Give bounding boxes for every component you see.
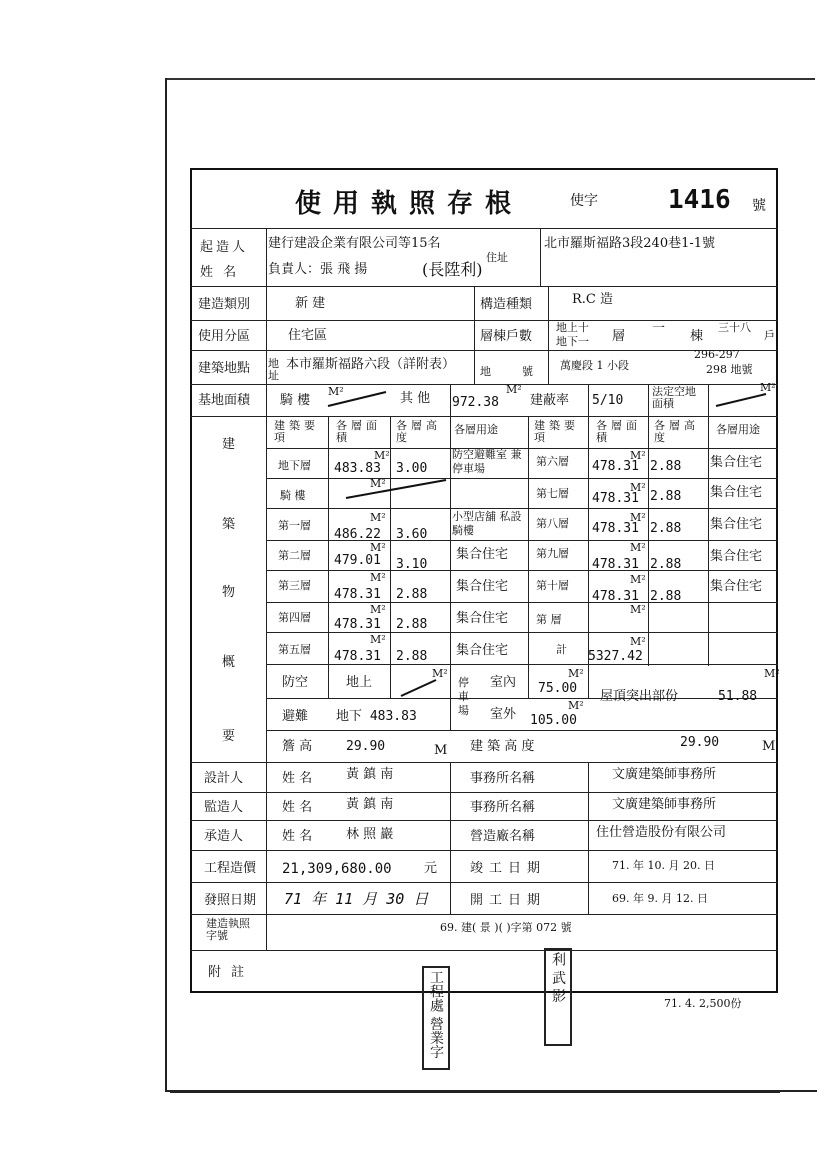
approval-stamp: 利 武 影 — [544, 948, 572, 1046]
refuge-label: 避難 — [282, 709, 309, 724]
floor-use: 集合住宅 — [456, 611, 509, 626]
builder-address: 北市羅斯福路3段240巷1-1號 — [544, 236, 716, 251]
floor-area: 478.31 — [334, 617, 381, 632]
builder-seal: (長陞利) — [422, 260, 483, 279]
floors-above: 地上十 — [556, 321, 589, 334]
unit-m2: M² — [764, 667, 780, 680]
col-height-header: 各層高度 — [396, 419, 441, 444]
floor-height: 2.88 — [396, 649, 428, 664]
floor-height: 2.88 — [396, 617, 428, 632]
arcade-label: 騎 樓 — [280, 393, 311, 408]
floor-use: 集合住宅 — [456, 579, 509, 594]
base-area-label: 基地面積 — [198, 393, 251, 408]
unit-m2: M² — [630, 449, 646, 462]
unit-m2: M² — [630, 511, 646, 524]
floor-height: 2.88 — [650, 459, 682, 474]
indoor-label: 室內 — [490, 675, 517, 690]
zone-label: 使用分區 — [198, 329, 251, 344]
cost-unit: 元 — [424, 861, 438, 876]
floor-use: 集合住宅 — [710, 549, 763, 564]
rule — [474, 350, 475, 384]
supervisor-name: 黃 鎮 南 — [346, 797, 394, 812]
overview-label-char: 建 — [222, 437, 236, 452]
structure-value: R.C 造 — [572, 292, 613, 307]
lot-label: 號 — [522, 365, 533, 378]
floor-area: 478.31 — [592, 557, 639, 572]
roof-value: 51.88 — [718, 689, 758, 704]
form-title: 使用執照存根 — [295, 189, 524, 219]
floors-label: 層棟戶數 — [480, 329, 533, 344]
lot-prefix: 地 — [480, 365, 491, 378]
rule — [190, 950, 778, 951]
floor-area: 486.22 — [334, 527, 381, 542]
finish-date: 71. 年 10. 月 20. 日 — [612, 859, 715, 872]
issue-date: 71 年 11 月 30 日 — [284, 890, 429, 908]
refuge-below: 地下 483.83 — [336, 709, 417, 724]
other-label: 其 他 — [400, 391, 431, 406]
floor-area: 478.31 — [592, 589, 639, 604]
floor-item: 計 — [556, 643, 567, 656]
floor-area: 479.01 — [334, 553, 381, 568]
build-type-value: 新 建 — [295, 296, 326, 311]
overview-label-char: 物 — [222, 585, 236, 600]
roof-label: 屋頂突出部份 — [600, 689, 679, 704]
floor-item: 地下層 — [278, 459, 311, 472]
unit-m2: M² — [370, 571, 386, 584]
legal-open-label: 法定空地面積 — [652, 385, 696, 410]
floor-height: 2.88 — [650, 489, 682, 504]
rule — [190, 762, 778, 763]
rule — [190, 820, 778, 821]
col-use-header: 各層用途 — [716, 423, 760, 436]
contractor-firm: 住仕營造股份有限公司 — [596, 825, 727, 840]
address-label: 住址 — [486, 251, 508, 264]
unit-m2: M² — [328, 385, 344, 398]
form-print-code: 71. 4. 2,500份 — [664, 997, 742, 1010]
floor-item: 第四層 — [278, 611, 311, 624]
unit-m2: M² — [370, 633, 386, 646]
designer-name-label: 姓 名 — [282, 771, 313, 786]
unit-m2: M² — [568, 667, 584, 680]
start-date-label: 開工日期 — [470, 893, 547, 908]
parking-label: 停車場 — [458, 676, 469, 717]
outdoor-value: 105.00 — [530, 713, 577, 728]
floor-height: 2.88 — [650, 521, 682, 536]
builder-name: 建行建設企業有限公司等15名 — [268, 236, 441, 251]
floor-area: 478.31 — [334, 649, 381, 664]
floor-area: 483.83 — [334, 461, 381, 476]
floor-item: 第五層 — [278, 643, 311, 656]
builder-label: 起造人 — [200, 240, 249, 255]
lot-numbers-1: 296-297 — [694, 348, 740, 361]
col-area-header: 各層面積 — [596, 419, 641, 444]
rule — [548, 286, 549, 350]
contractor-label: 承造人 — [204, 829, 244, 844]
finish-date-label: 竣工日期 — [470, 861, 547, 876]
supervisor-label: 監造人 — [204, 800, 244, 815]
unit-m2: M² — [432, 667, 448, 680]
coverage-label: 建蔽率 — [530, 393, 570, 408]
issue-date-label: 發照日期 — [204, 893, 257, 908]
unit-m2: M² — [630, 481, 646, 494]
rule — [190, 286, 778, 287]
unit-m2: M² — [630, 603, 646, 616]
unit-count-unit: 戶 — [764, 329, 775, 342]
scan-bottom-edge — [170, 1090, 780, 1093]
rule — [190, 320, 778, 321]
rule — [190, 228, 778, 229]
floor-item: 第三層 — [278, 579, 311, 592]
building-count: 一 — [652, 321, 666, 336]
unit-m: M — [434, 743, 448, 758]
contractor-firm-label: 營造廠名稱 — [470, 829, 536, 844]
note-label: 附 註 — [208, 965, 248, 980]
floor-use: 集合住宅 — [710, 579, 763, 594]
floor-area: 478.31 — [592, 491, 639, 506]
col-area-header: 各層面積 — [336, 419, 381, 444]
floor-height: 3.00 — [396, 461, 428, 476]
builder-representative: 負責人：張 飛 揚 — [268, 262, 368, 277]
floor-item: 第 層 — [536, 613, 562, 626]
rule — [450, 762, 451, 914]
cost-value: 21,309,680.00 — [282, 861, 392, 877]
floor-unit: 層 — [612, 329, 626, 344]
rule — [540, 228, 541, 286]
floor-height: 2.88 — [396, 587, 428, 602]
start-date: 69. 年 9. 月 12. 日 — [612, 892, 708, 905]
unit-m2: M² — [506, 383, 522, 396]
designer-office: 文廣建築師事務所 — [612, 767, 717, 782]
permit-number-label: 建造執照字號 — [206, 917, 250, 942]
floor-use: 防空避難室 兼停車場 — [452, 448, 522, 475]
col-item-header: 建築要項 — [534, 419, 579, 444]
floor-height: 3.10 — [396, 557, 428, 572]
contractor-name: 林 照 巖 — [346, 827, 394, 842]
floor-item: 第七層 — [536, 487, 569, 500]
rule — [190, 850, 778, 851]
structure-label: 構造種類 — [480, 297, 533, 312]
floors-below: 地下一 — [556, 335, 589, 348]
floor-area-total: 5327.42 — [588, 649, 643, 664]
floor-item: 第二層 — [278, 549, 311, 562]
unit-m2: M² — [370, 511, 386, 524]
floor-use: 小型店舖 私設騎樓 — [452, 510, 522, 537]
other-area: 972.38 — [452, 395, 499, 410]
floor-use: 集合住宅 — [710, 455, 763, 470]
unit-m2: M² — [370, 541, 386, 554]
cost-label: 工程造價 — [204, 861, 257, 876]
lot-section: 萬慶段 1 小段 — [560, 359, 629, 372]
contractor-name-label: 姓 名 — [282, 829, 313, 844]
unit-m: M — [762, 739, 776, 754]
permit-number-value: 69. 建( 景 )( )字第 072 號 — [440, 921, 572, 934]
floor-item: 騎 樓 — [280, 489, 306, 502]
col-use-header: 各層用途 — [454, 423, 498, 436]
indoor-value: 75.00 — [538, 681, 578, 696]
shelter-label: 防空 — [282, 675, 309, 690]
builder-name-label: 姓 名 — [200, 265, 240, 280]
unit-m2: M² — [630, 573, 646, 586]
rule — [548, 350, 549, 384]
rule — [190, 914, 778, 915]
rule — [190, 882, 778, 883]
floor-item: 第十層 — [536, 579, 569, 592]
floor-item: 第一層 — [278, 519, 311, 532]
overview-label-char: 築 — [222, 517, 236, 532]
supervisor-office-label: 事務所名稱 — [470, 800, 536, 815]
permit-number: 1416 — [668, 185, 731, 215]
floor-height: 2.88 — [650, 557, 682, 572]
floor-use: 集合住宅 — [710, 485, 763, 500]
floor-area: 478.31 — [592, 459, 639, 474]
designer-office-label: 事務所名稱 — [470, 771, 536, 786]
unit-m2: M² — [630, 541, 646, 554]
number-suffix: 號 — [752, 198, 766, 214]
coverage-value: 5/10 — [592, 393, 624, 408]
shelter-above: 地上 — [346, 675, 373, 690]
designer-label: 設計人 — [204, 771, 244, 786]
number-prefix: 使字 — [570, 193, 598, 209]
overview-label-char: 概 — [222, 655, 236, 670]
build-type-label: 建造類別 — [198, 297, 251, 312]
floor-item: 第八層 — [536, 517, 569, 530]
supervisor-office: 文廣建築師事務所 — [612, 797, 717, 812]
building-unit: 棟 — [690, 329, 704, 344]
lot-numbers-2: 298 地號 — [706, 363, 753, 376]
unit-count: 三十八 — [718, 321, 751, 334]
col-item-header: 建築要項 — [274, 419, 319, 444]
unit-m2: M² — [568, 699, 584, 712]
supervisor-name-label: 姓 名 — [282, 800, 313, 815]
floor-height: 3.60 — [396, 527, 428, 542]
rule — [588, 762, 589, 914]
rule — [474, 286, 475, 350]
unit-m2: M² — [370, 603, 386, 616]
unit-m2: M² — [370, 477, 386, 490]
col-height-header: 各層高度 — [654, 419, 699, 444]
eaves-height-label: 簷 高 — [282, 739, 313, 754]
unit-m2: M² — [760, 381, 776, 394]
floor-use: 集合住宅 — [456, 643, 509, 658]
floor-item: 第六層 — [536, 455, 569, 468]
designer-name: 黃 鎮 南 — [346, 767, 394, 782]
floor-height: 2.88 — [650, 589, 682, 604]
site-label: 建築地點 — [198, 361, 251, 376]
building-height-label: 建 築 高 度 — [470, 739, 535, 754]
overview-label-char: 要 — [222, 729, 236, 744]
rule — [190, 350, 778, 351]
floor-item: 第九層 — [536, 547, 569, 560]
eaves-height-value: 29.90 — [346, 739, 386, 754]
approval-stamp: 工程處 營業字 — [422, 966, 450, 1070]
zone-value: 住宅區 — [288, 328, 328, 343]
rule — [190, 792, 778, 793]
floor-area: 478.31 — [334, 587, 381, 602]
floor-use: 集合住宅 — [710, 517, 763, 532]
handwritten-marks — [266, 380, 786, 700]
floor-area: 478.31 — [592, 521, 639, 536]
unit-m2: M² — [374, 449, 390, 462]
outdoor-label: 室外 — [490, 707, 517, 722]
site-address: 本市羅斯福路六段（詳附表） — [286, 357, 456, 372]
building-height-value: 29.90 — [680, 735, 720, 750]
site-address-prefix: 地址 — [268, 357, 279, 382]
rule — [266, 730, 778, 731]
floor-use: 集合住宅 — [456, 547, 509, 562]
unit-m2: M² — [630, 635, 646, 648]
